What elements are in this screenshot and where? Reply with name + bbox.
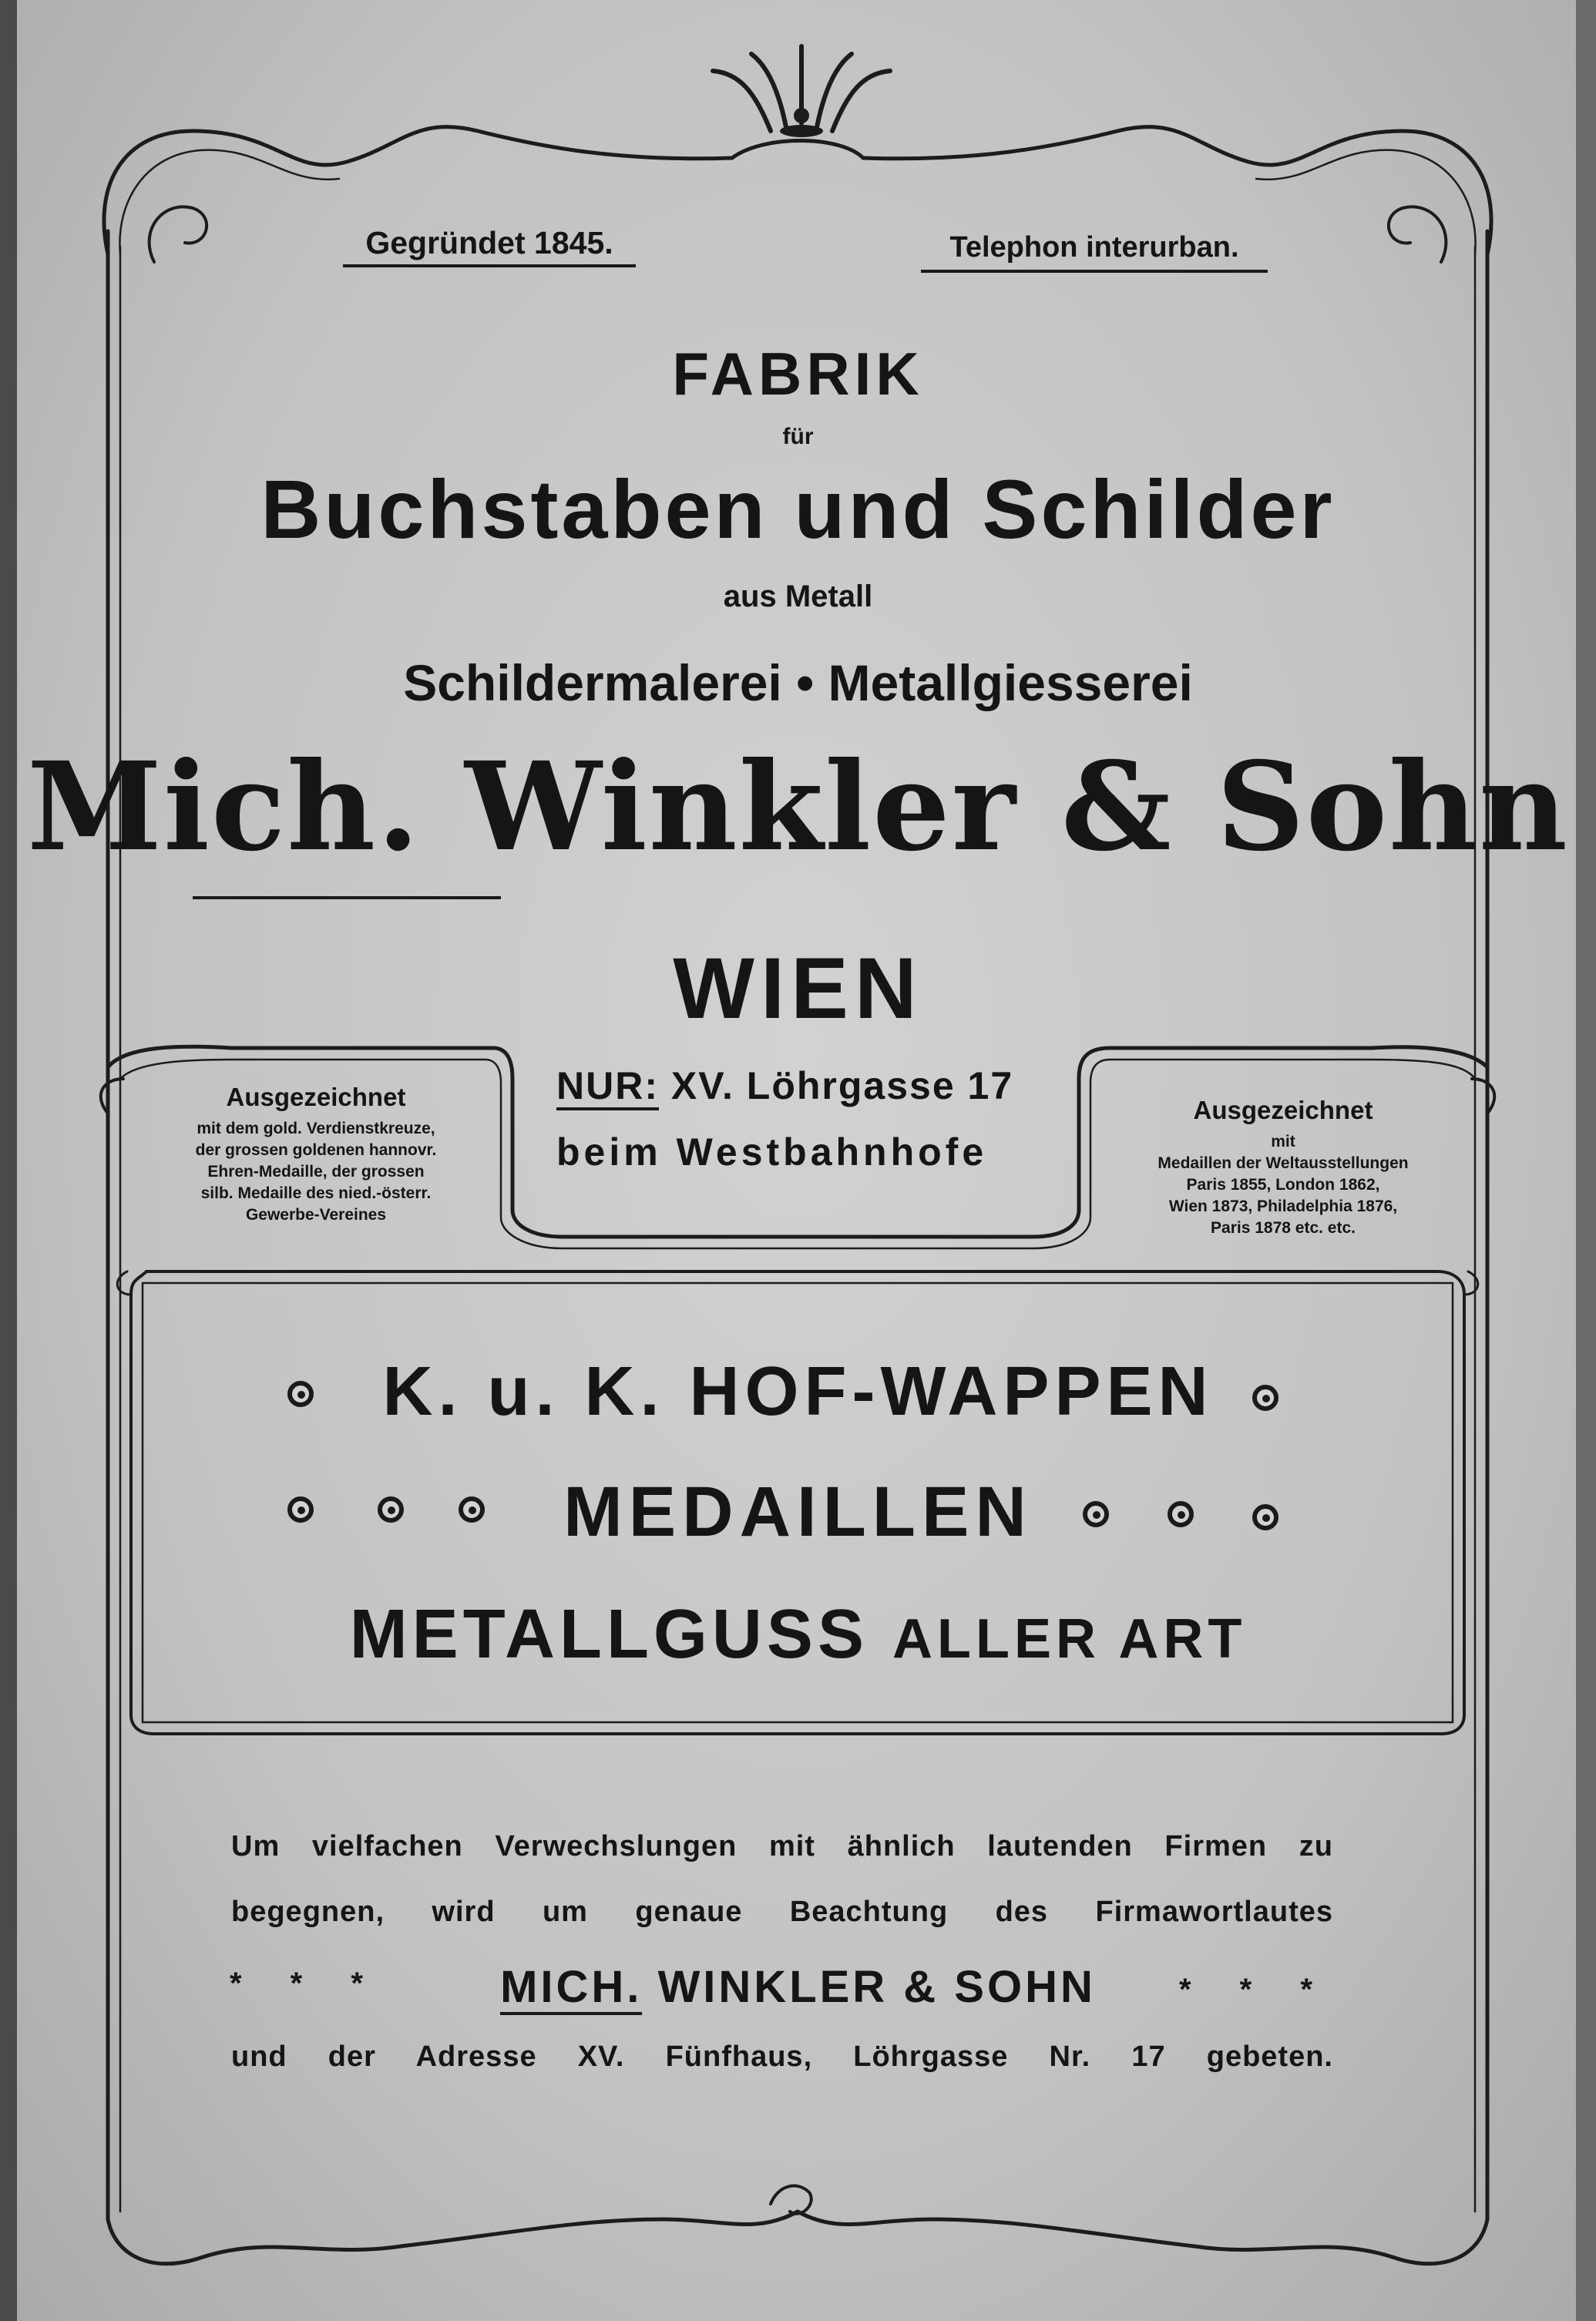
telephone-label: Telephon interurban.	[949, 231, 1239, 264]
firm-name: Mich. Winkler & Sohn	[27, 736, 1569, 878]
award-left-line: der grossen goldenen hannovr.	[195, 1141, 437, 1159]
firm-name-repeat-first: MICH.	[500, 1962, 642, 2015]
founded-label: Gegründet 1845.	[365, 225, 613, 260]
ornament-icon	[1168, 1501, 1194, 1527]
firm-name-underline	[193, 896, 501, 899]
notice-line-2: begegnen, wird um genaue Beachtung des Firmawortlautes	[231, 1896, 1333, 1928]
ornament-icon	[1252, 1385, 1278, 1411]
star-ornaments: * * *	[230, 1967, 383, 2000]
fabrik-heading: FABRIK	[672, 340, 924, 408]
notice-line-4: und der Adresse XV. Fünfhaus, Löhrgasse Nr. 17 gebeten.	[231, 2041, 1333, 2073]
stars-right	[1179, 1973, 1332, 2007]
award-right-title: Ausgezeichnet	[1193, 1096, 1373, 1124]
main-title: Buchstaben und Schilder	[260, 462, 1336, 556]
product-metal-casting	[0, 1595, 1596, 1674]
award-left-title: Ausgezeichnet	[226, 1083, 406, 1111]
ornament-icon	[1083, 1501, 1109, 1527]
telephone-underline	[921, 270, 1268, 273]
award-box-left	[146, 1083, 486, 1226]
ornament-icon	[1252, 1504, 1278, 1530]
services-line: Schildermalerei • Metallgiesserei	[403, 654, 1193, 711]
city-name: WIEN	[673, 940, 923, 1036]
award-right-line: mit	[1271, 1133, 1295, 1150]
product-metal-casting-small: ALLER ART	[892, 1608, 1247, 1670]
address-street: XV. Löhrgasse 17	[670, 1064, 1014, 1107]
founded-underline	[343, 264, 636, 267]
product-medals: MEDAILLEN	[563, 1473, 1033, 1551]
address-only-label: NUR:	[556, 1064, 659, 1110]
star-ornaments: * * *	[1179, 1973, 1332, 2007]
fuer-text: für	[782, 424, 814, 449]
award-box-right	[1098, 1096, 1468, 1239]
firm-name-repeat	[0, 1961, 1596, 2013]
award-left-line: Gewerbe-Vereines	[245, 1206, 387, 1224]
award-left-line: mit dem gold. Verdienstkreuze,	[197, 1120, 435, 1137]
award-right-line: Medaillen der Weltausstellungen	[1158, 1154, 1409, 1172]
award-right-line: Paris 1878 etc. etc.	[1211, 1219, 1356, 1237]
address-line-2: beim Westbahnhofe	[556, 1130, 988, 1174]
award-left-line: silb. Medaille des nied.-österr.	[200, 1184, 432, 1202]
firm-name-repeat-rest: WINKLER & SOHN	[657, 1962, 1096, 2012]
product-metal-casting-big: METALLGUSS	[349, 1596, 869, 1673]
address-line-1	[556, 1063, 1013, 1108]
award-right-line: Paris 1855, London 1862,	[1186, 1176, 1380, 1194]
award-left-line: Ehren-Medaille, der grossen	[207, 1163, 425, 1181]
award-right-line: Wien 1873, Philadelphia 1876,	[1168, 1197, 1398, 1215]
notice-line-1: Um vielfachen Verwechslungen mit ähnlich lautenden Firmen zu	[231, 1830, 1333, 1863]
product-court-arms: K. u. K. HOF-WAPPEN	[382, 1353, 1214, 1430]
material-subtitle: aus Metall	[723, 579, 873, 613]
